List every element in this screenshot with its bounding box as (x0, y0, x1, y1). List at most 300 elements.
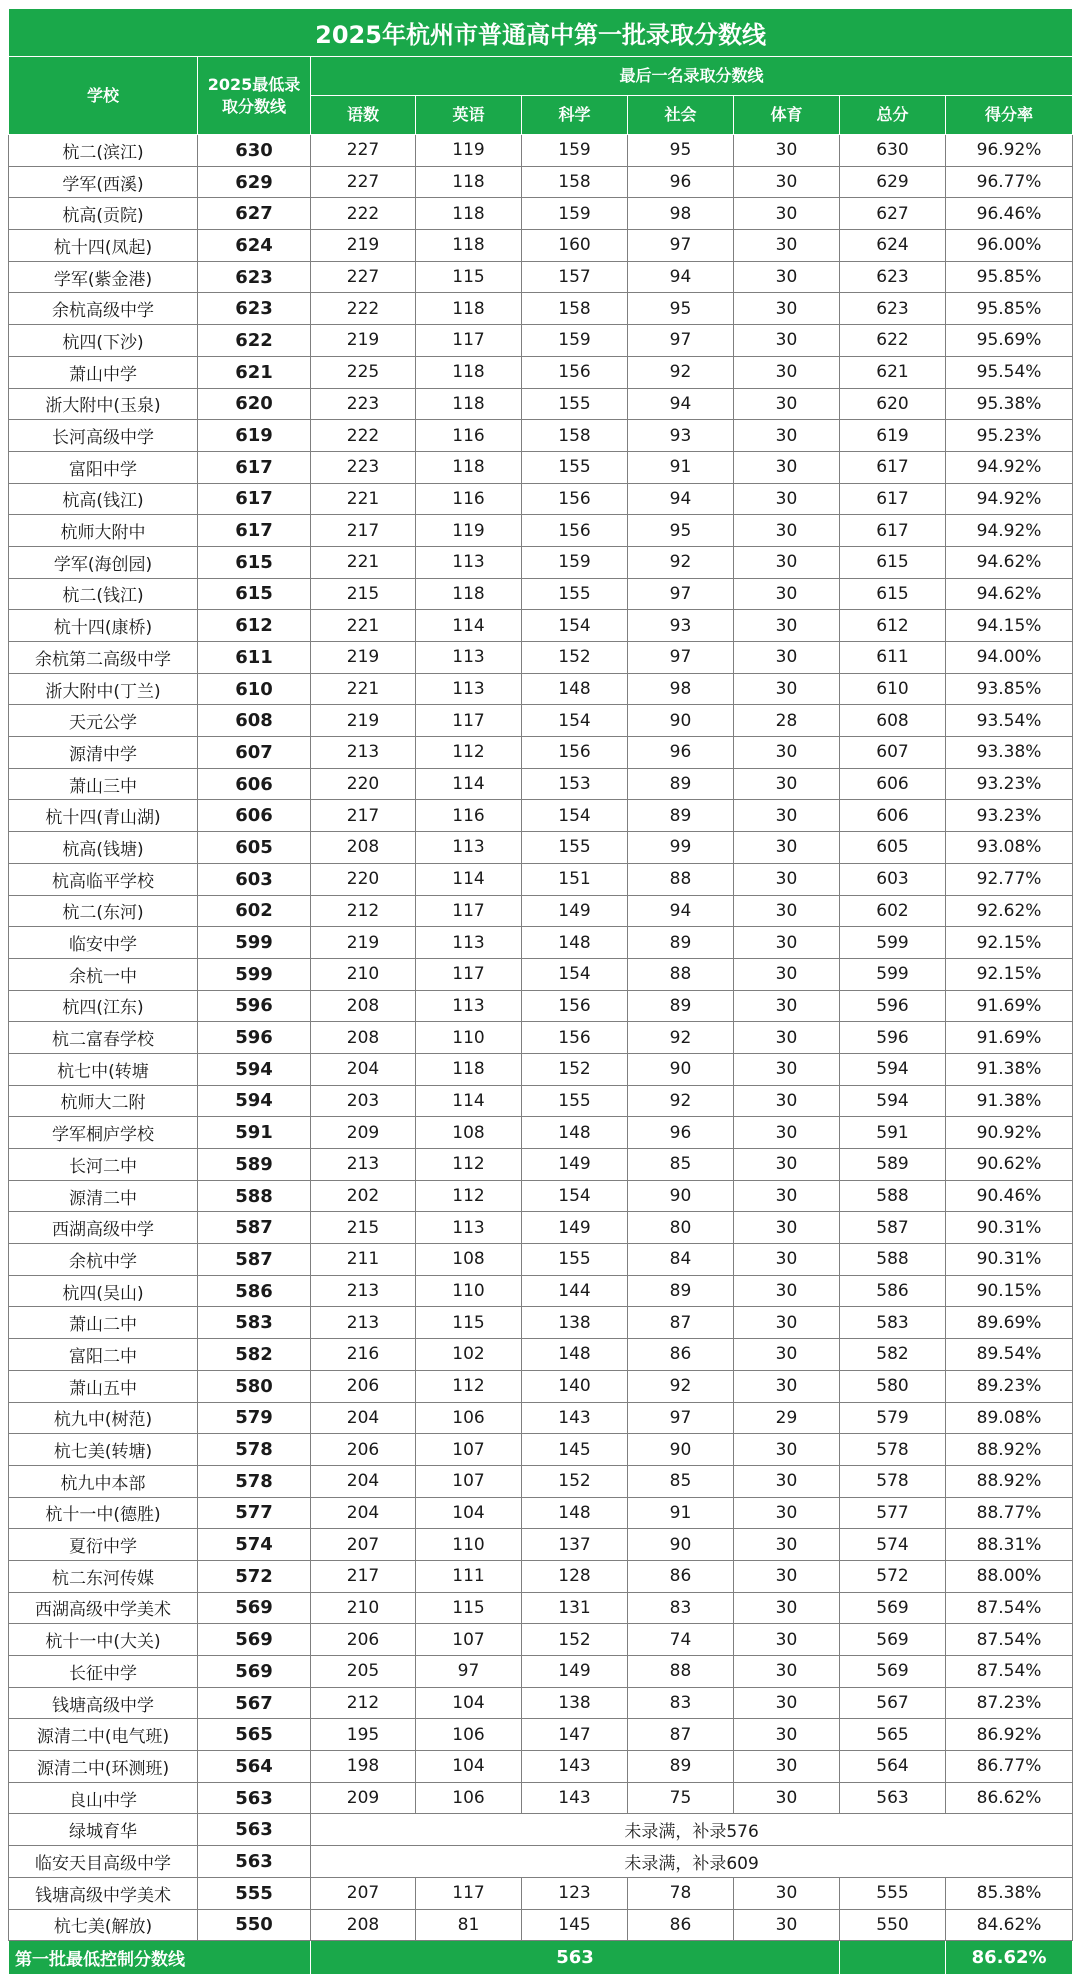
score-cell: 84.62% (946, 1909, 1073, 1941)
score-cell: 156 (522, 990, 628, 1022)
score-cell: 95.38% (946, 388, 1073, 420)
table-row (9, 515, 1073, 547)
score-cell: 89.69% (946, 1307, 1073, 1339)
score-cell: 30 (734, 1212, 840, 1244)
score-cell: 155 (522, 578, 628, 610)
score-cell: 588 (840, 1244, 946, 1276)
score-cell: 117 (416, 705, 522, 737)
score-cell: 156 (522, 1022, 628, 1054)
score-cell: 91.38% (946, 1085, 1073, 1117)
score-cell: 30 (734, 1465, 840, 1497)
score-cell: 606 (840, 800, 946, 832)
score-cell: 94.92% (946, 451, 1073, 483)
score-cell: 93.54% (946, 705, 1073, 737)
score-cell: 205 (311, 1656, 416, 1688)
score-cell: 599 (840, 958, 946, 990)
score-cell: 92.15% (946, 958, 1073, 990)
score-cell: 155 (522, 1085, 628, 1117)
min-score: 555 (198, 1877, 311, 1909)
table-row (9, 546, 1073, 578)
score-cell: 30 (734, 1434, 840, 1466)
score-cell: 30 (734, 1782, 840, 1814)
score-cell: 90.15% (946, 1275, 1073, 1307)
score-cell: 208 (311, 832, 416, 864)
score-cell: 148 (522, 927, 628, 959)
score-cell: 159 (522, 546, 628, 578)
table-row (9, 230, 1073, 262)
table-row (9, 1339, 1073, 1371)
min-score: 565 (198, 1719, 311, 1751)
table-row (9, 1719, 1073, 1751)
score-cell: 94 (628, 388, 734, 420)
school-name: 学军桐庐学校 (9, 1117, 198, 1149)
score-cell: 555 (840, 1877, 946, 1909)
score-cell: 88.92% (946, 1434, 1073, 1466)
score-cell: 89 (628, 768, 734, 800)
school-name: 浙大附中(玉泉) (9, 388, 198, 420)
score-cell: 96 (628, 737, 734, 769)
table-row (9, 832, 1073, 864)
score-cell: 116 (416, 800, 522, 832)
table-row (9, 1656, 1073, 1688)
score-cell: 211 (311, 1244, 416, 1276)
score-cell: 97 (628, 578, 734, 610)
score-cell: 143 (522, 1782, 628, 1814)
school-name: 余杭第二高级中学 (9, 642, 198, 674)
school-name: 源清二中 (9, 1180, 198, 1212)
score-cell: 113 (416, 642, 522, 674)
min-score: 591 (198, 1117, 311, 1149)
school-name: 杭二东河传媒 (9, 1560, 198, 1592)
table-row (9, 1402, 1073, 1434)
score-cell: 156 (522, 515, 628, 547)
min-score: 624 (198, 230, 311, 262)
header-min-score-text: 2025最低录取分数线 (207, 74, 301, 116)
score-cell: 563 (840, 1782, 946, 1814)
footer-label: 第一批最低控制分数线 (9, 1941, 311, 1975)
score-cell: 565 (840, 1719, 946, 1751)
table-row (9, 895, 1073, 927)
score-cell: 591 (840, 1117, 946, 1149)
score-cell: 216 (311, 1339, 416, 1371)
score-cell: 569 (840, 1656, 946, 1688)
score-cell: 96.92% (946, 135, 1073, 167)
score-cell: 88 (628, 863, 734, 895)
school-name: 萧山中学 (9, 356, 198, 388)
school-name: 杭十四(康桥) (9, 610, 198, 642)
table-row (9, 1877, 1073, 1909)
score-table (8, 8, 1073, 1975)
score-cell: 159 (522, 325, 628, 357)
table-row (9, 293, 1073, 325)
min-score: 606 (198, 768, 311, 800)
score-cell: 30 (734, 800, 840, 832)
min-score: 589 (198, 1149, 311, 1181)
score-cell: 145 (522, 1909, 628, 1941)
school-name: 余杭高级中学 (9, 293, 198, 325)
score-cell: 209 (311, 1782, 416, 1814)
score-cell: 92 (628, 1370, 734, 1402)
score-cell: 117 (416, 958, 522, 990)
score-cell: 30 (734, 325, 840, 357)
score-cell: 86.77% (946, 1751, 1073, 1783)
score-cell: 93.38% (946, 737, 1073, 769)
school-name: 余杭中学 (9, 1244, 198, 1276)
score-cell: 30 (734, 1307, 840, 1339)
score-cell: 90.62% (946, 1149, 1073, 1181)
score-cell: 152 (522, 1624, 628, 1656)
score-cell: 210 (311, 1592, 416, 1624)
min-score: 619 (198, 420, 311, 452)
score-cell: 30 (734, 451, 840, 483)
min-score: 569 (198, 1592, 311, 1624)
score-cell: 30 (734, 388, 840, 420)
score-cell: 86 (628, 1560, 734, 1592)
min-score: 617 (198, 515, 311, 547)
min-score: 563 (198, 1782, 311, 1814)
score-cell: 603 (840, 863, 946, 895)
table-row (9, 642, 1073, 674)
score-cell: 84 (628, 1244, 734, 1276)
min-score: 587 (198, 1244, 311, 1276)
score-cell: 110 (416, 1022, 522, 1054)
score-cell: 86.92% (946, 1719, 1073, 1751)
score-cell: 90 (628, 1180, 734, 1212)
score-cell: 217 (311, 515, 416, 547)
score-cell: 106 (416, 1719, 522, 1751)
min-score: 617 (198, 483, 311, 515)
score-cell: 123 (522, 1877, 628, 1909)
score-cell: 74 (628, 1624, 734, 1656)
score-cell: 95 (628, 515, 734, 547)
score-cell: 88 (628, 958, 734, 990)
score-cell: 94.15% (946, 610, 1073, 642)
header-school: 学校 (9, 57, 198, 135)
school-name: 杭四(吴山) (9, 1275, 198, 1307)
min-score: 623 (198, 261, 311, 293)
score-cell: 108 (416, 1117, 522, 1149)
table-row (9, 1560, 1073, 1592)
score-cell: 140 (522, 1370, 628, 1402)
min-score: 617 (198, 451, 311, 483)
score-cell: 143 (522, 1402, 628, 1434)
score-cell: 151 (522, 863, 628, 895)
score-cell: 157 (522, 261, 628, 293)
score-cell: 88.77% (946, 1497, 1073, 1529)
score-cell: 113 (416, 990, 522, 1022)
score-cell: 155 (522, 451, 628, 483)
header-subject: 社会 (628, 96, 734, 135)
score-cell: 222 (311, 198, 416, 230)
score-cell: 152 (522, 642, 628, 674)
table-row (9, 1117, 1073, 1149)
score-cell: 206 (311, 1434, 416, 1466)
score-cell: 87.54% (946, 1656, 1073, 1688)
score-cell: 158 (522, 420, 628, 452)
table-row (9, 1846, 1073, 1878)
score-cell: 30 (734, 166, 840, 198)
score-cell: 583 (840, 1307, 946, 1339)
score-cell: 138 (522, 1307, 628, 1339)
score-cell: 30 (734, 927, 840, 959)
score-cell: 623 (840, 293, 946, 325)
score-cell: 569 (840, 1592, 946, 1624)
score-cell: 91 (628, 1497, 734, 1529)
table-row (9, 451, 1073, 483)
min-score: 594 (198, 1053, 311, 1085)
score-cell: 115 (416, 1592, 522, 1624)
score-cell: 587 (840, 1212, 946, 1244)
score-cell: 94 (628, 261, 734, 293)
score-cell: 91.69% (946, 1022, 1073, 1054)
score-cell: 107 (416, 1434, 522, 1466)
score-cell: 116 (416, 420, 522, 452)
score-cell: 154 (522, 705, 628, 737)
score-cell: 156 (522, 483, 628, 515)
min-score: 578 (198, 1434, 311, 1466)
score-cell: 86 (628, 1339, 734, 1371)
score-cell: 95 (628, 293, 734, 325)
score-cell: 158 (522, 293, 628, 325)
table-row (9, 388, 1073, 420)
table-row (9, 578, 1073, 610)
score-cell: 145 (522, 1434, 628, 1466)
school-name: 杭师大附中 (9, 515, 198, 547)
table-row (9, 863, 1073, 895)
table-row (9, 198, 1073, 230)
table-row (9, 1782, 1073, 1814)
score-cell: 119 (416, 135, 522, 167)
school-name: 萧山二中 (9, 1307, 198, 1339)
score-cell: 93.23% (946, 768, 1073, 800)
table-row (9, 1307, 1073, 1339)
score-cell: 85 (628, 1465, 734, 1497)
score-cell: 94.00% (946, 642, 1073, 674)
school-name: 长河高级中学 (9, 420, 198, 452)
score-cell: 86.62% (946, 1782, 1073, 1814)
score-cell: 30 (734, 642, 840, 674)
min-score: 577 (198, 1497, 311, 1529)
table-row (9, 1909, 1073, 1941)
min-score: 621 (198, 356, 311, 388)
score-cell: 159 (522, 198, 628, 230)
score-cell: 30 (734, 610, 840, 642)
score-cell: 30 (734, 1244, 840, 1276)
school-name: 良山中学 (9, 1782, 198, 1814)
score-cell: 621 (840, 356, 946, 388)
score-cell: 90.31% (946, 1212, 1073, 1244)
score-cell: 608 (840, 705, 946, 737)
score-cell: 112 (416, 1370, 522, 1402)
score-cell: 114 (416, 1085, 522, 1117)
score-cell: 208 (311, 1909, 416, 1941)
min-score: 623 (198, 293, 311, 325)
score-cell: 30 (734, 1687, 840, 1719)
score-cell: 148 (522, 673, 628, 705)
score-cell: 113 (416, 832, 522, 864)
score-cell: 572 (840, 1560, 946, 1592)
score-cell: 30 (734, 1275, 840, 1307)
score-cell: 95.85% (946, 293, 1073, 325)
score-cell: 213 (311, 737, 416, 769)
score-cell: 93.08% (946, 832, 1073, 864)
score-cell: 118 (416, 293, 522, 325)
min-score: 594 (198, 1085, 311, 1117)
score-cell: 30 (734, 832, 840, 864)
score-cell: 615 (840, 578, 946, 610)
min-score: 574 (198, 1529, 311, 1561)
score-cell: 155 (522, 388, 628, 420)
score-cell: 107 (416, 1465, 522, 1497)
score-cell: 94.92% (946, 515, 1073, 547)
min-score: 596 (198, 1022, 311, 1054)
min-score: 627 (198, 198, 311, 230)
score-cell: 86 (628, 1909, 734, 1941)
score-cell: 94 (628, 895, 734, 927)
score-cell: 574 (840, 1529, 946, 1561)
footer-empty (840, 1941, 946, 1975)
score-cell: 30 (734, 420, 840, 452)
score-cell: 93 (628, 420, 734, 452)
score-cell: 98 (628, 673, 734, 705)
min-score: 569 (198, 1656, 311, 1688)
footer-rate: 86.62% (946, 1941, 1073, 1975)
score-cell: 586 (840, 1275, 946, 1307)
score-cell: 78 (628, 1877, 734, 1909)
score-cell: 578 (840, 1465, 946, 1497)
min-score: 572 (198, 1560, 311, 1592)
school-name: 杭二富春学校 (9, 1022, 198, 1054)
table-row (9, 1814, 1073, 1846)
school-name: 夏衍中学 (9, 1529, 198, 1561)
score-cell: 30 (734, 1592, 840, 1624)
score-cell: 620 (840, 388, 946, 420)
score-cell: 594 (840, 1085, 946, 1117)
school-name: 杭二(钱江) (9, 578, 198, 610)
score-cell: 149 (522, 1149, 628, 1181)
score-cell: 156 (522, 737, 628, 769)
score-cell: 220 (311, 863, 416, 895)
score-cell: 580 (840, 1370, 946, 1402)
table-row (9, 1370, 1073, 1402)
score-cell: 91.38% (946, 1053, 1073, 1085)
score-cell: 97 (628, 1402, 734, 1434)
score-cell: 92 (628, 356, 734, 388)
score-cell: 30 (734, 230, 840, 262)
table-body (9, 135, 1073, 1941)
score-cell: 622 (840, 325, 946, 357)
score-cell: 207 (311, 1877, 416, 1909)
school-name: 杭九中(树范) (9, 1402, 198, 1434)
score-cell: 154 (522, 610, 628, 642)
score-cell: 219 (311, 230, 416, 262)
score-cell: 96.77% (946, 166, 1073, 198)
score-cell: 223 (311, 388, 416, 420)
score-cell: 113 (416, 1212, 522, 1244)
school-name: 杭四(江东) (9, 990, 198, 1022)
score-cell: 596 (840, 1022, 946, 1054)
score-cell: 92.15% (946, 927, 1073, 959)
score-cell: 114 (416, 768, 522, 800)
score-cell: 624 (840, 230, 946, 262)
table-row (9, 1085, 1073, 1117)
header-subject: 语数 (311, 96, 416, 135)
school-name: 杭二(东河) (9, 895, 198, 927)
school-name: 杭十一中(大关) (9, 1624, 198, 1656)
score-cell: 90 (628, 1053, 734, 1085)
score-cell: 611 (840, 642, 946, 674)
score-cell: 204 (311, 1497, 416, 1529)
school-name: 富阳中学 (9, 451, 198, 483)
score-cell: 159 (522, 135, 628, 167)
score-cell: 99 (628, 832, 734, 864)
score-cell: 29 (734, 1402, 840, 1434)
score-cell: 30 (734, 483, 840, 515)
score-cell: 92 (628, 546, 734, 578)
school-name: 临安天目高级中学 (9, 1846, 198, 1878)
score-cell: 30 (734, 895, 840, 927)
score-cell: 117 (416, 895, 522, 927)
score-cell: 90.31% (946, 1244, 1073, 1276)
school-name: 源清二中(环测班) (9, 1751, 198, 1783)
table-row (9, 1053, 1073, 1085)
min-score: 579 (198, 1402, 311, 1434)
min-score: 564 (198, 1751, 311, 1783)
score-cell: 195 (311, 1719, 416, 1751)
score-cell: 219 (311, 325, 416, 357)
table-row (9, 261, 1073, 293)
score-cell: 154 (522, 1180, 628, 1212)
school-name: 学军(西溪) (9, 166, 198, 198)
score-cell: 113 (416, 546, 522, 578)
score-cell: 221 (311, 610, 416, 642)
score-cell: 114 (416, 863, 522, 895)
score-cell: 213 (311, 1307, 416, 1339)
score-cell: 113 (416, 927, 522, 959)
school-name: 杭二(滨江) (9, 135, 198, 167)
score-cell: 116 (416, 483, 522, 515)
header-subject: 英语 (416, 96, 522, 135)
table-row (9, 990, 1073, 1022)
table-row (9, 737, 1073, 769)
score-cell: 30 (734, 1117, 840, 1149)
score-cell: 30 (734, 1497, 840, 1529)
score-cell: 143 (522, 1751, 628, 1783)
score-cell: 222 (311, 293, 416, 325)
min-score: 563 (198, 1846, 311, 1878)
score-cell: 30 (734, 198, 840, 230)
score-cell: 90 (628, 705, 734, 737)
score-cell: 128 (522, 1560, 628, 1592)
school-name: 富阳二中 (9, 1339, 198, 1371)
admission-note: 未录满，补录576 (311, 1814, 1073, 1846)
score-cell: 104 (416, 1751, 522, 1783)
score-cell: 112 (416, 1180, 522, 1212)
score-cell: 204 (311, 1402, 416, 1434)
score-cell: 118 (416, 198, 522, 230)
score-cell: 95.54% (946, 356, 1073, 388)
score-cell: 89 (628, 990, 734, 1022)
score-cell: 617 (840, 451, 946, 483)
score-cell: 30 (734, 737, 840, 769)
score-cell: 83 (628, 1592, 734, 1624)
table-row (9, 705, 1073, 737)
score-cell: 138 (522, 1687, 628, 1719)
school-name: 杭十四(凤起) (9, 230, 198, 262)
score-cell: 30 (734, 578, 840, 610)
header-subject: 科学 (522, 96, 628, 135)
score-cell: 90.92% (946, 1117, 1073, 1149)
